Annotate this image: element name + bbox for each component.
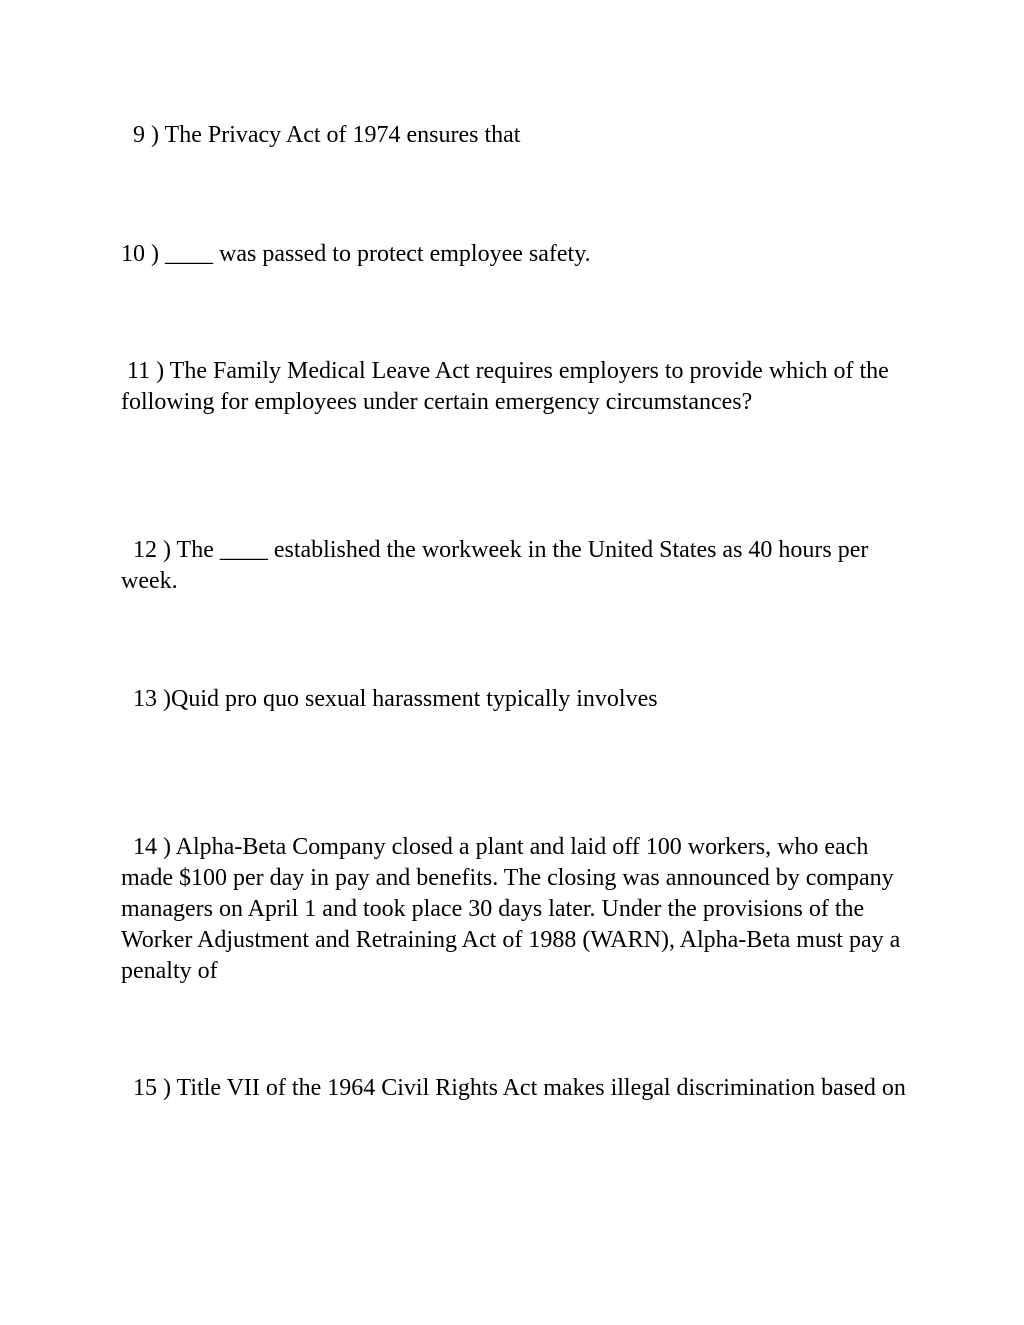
question-13: 13 )Quid pro quo sexual harassment typically involves: [121, 686, 658, 712]
question-12: 12 ) The ____ established the workweek in the United States as 40 hours per week.: [121, 537, 875, 594]
question-9: 9 ) The Privacy Act of 1974 ensures that: [121, 122, 521, 148]
question-10: 10 ) ____ was passed to protect employee safety.: [121, 241, 591, 267]
question-11: 11 ) The Family Medical Leave Act requires employers to provide which of the following for employees under certain emergency circumstances?: [121, 358, 895, 415]
question-15: 15 ) Title VII of the 1964 Civil Rights Act makes illegal discrimination based on: [121, 1075, 906, 1101]
question-14: 14 ) Alpha-Beta Company closed a plant and laid off 100 workers, who each made $100 per day in pay and benefits. The closing was announced by company managers on April 1 and took place 30 days later. Under the provisions of the Worker Adjustment and Retraining Act of 1988 (WARN), Alpha-Beta must pay a penalty of: [121, 834, 907, 984]
